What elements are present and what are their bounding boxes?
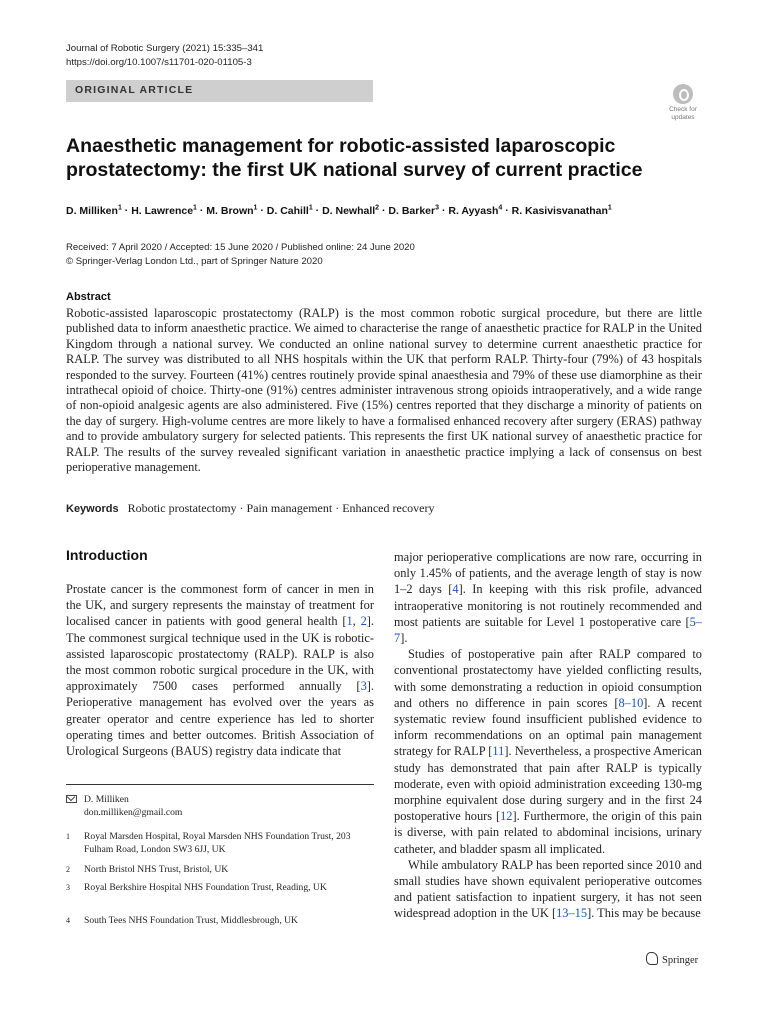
- keywords: [66, 501, 434, 516]
- citation-link[interactable]: 4: [452, 582, 459, 597]
- affiliation-1: 1 Royal Marsden Hospital, Royal Marsden NHS Foundation Trust, 203 Fulham Road, London SW3 6JJ, UK: [66, 831, 351, 855]
- article-type-band: [66, 80, 373, 102]
- corresponding-author: [66, 793, 374, 823]
- publication-dates: [66, 241, 415, 268]
- footnote-divider: [66, 784, 374, 785]
- abstract-heading: Abstract: [66, 291, 111, 303]
- author[interactable]: D. Cahill$^1$: [266, 204, 313, 217]
- check-updates-label: Check for updates: [669, 106, 697, 121]
- history-dates: Received: 7 April 2020 / Accepted: 15 June 2020 / Published online: 24 June 2020: [66, 242, 415, 253]
- affiliation-3: 3 Royal Berkshire Hospital NHS Foundation Trust, Reading, UK: [66, 882, 327, 893]
- citation-link[interactable]: 1: [346, 614, 353, 629]
- body-column-left: Prostate cancer is the commonest form of cancer in men in the UK, and surgery represents the mainstay of treatment for localised cancer in patients with good general health [1, 2]. The commonest surgical technique used in the UK is robotic-assisted laparoscopic prostatectomy (RALP). RALP is also the most common robotic surgical procedure in the UK, with approximately 7500 cases performed annually [3]. Perioperative management has evolved over the years as greater operator and centre experience has led to shorter operating times and better outcomes. British Association of Urological Surgeons (BAUS) registry data indicate that: [66, 582, 374, 759]
- paragraph: major perioperative complications are now rare, occurring in only 1.45% of patients, and the average length of stay is now 1–2 days [4]. In keeping with this risk profile, advanced intraoperative monitoring is not routinely recommended and most patients are suitable for Level 1 postoperative care [5–7].: [394, 550, 702, 646]
- citation-link[interactable]: 3: [360, 679, 367, 694]
- citation-link[interactable]: 8–10: [618, 695, 644, 710]
- springer-horse-icon: [646, 952, 658, 965]
- correspondent-name: D. Milliken: [84, 794, 129, 805]
- check-updates-icon: [673, 84, 693, 104]
- doi-link[interactable]: https://doi.org/10.1007/s11701-020-01105-3: [66, 56, 252, 68]
- body-column-right: [394, 549, 702, 922]
- publisher-logo: [646, 952, 698, 966]
- publisher-name: Springer: [662, 955, 699, 966]
- keywords-list: Robotic prostatectomy · Pain management · Enhanced recovery: [127, 501, 435, 515]
- article-title: Anaesthetic management for robotic-assisted laparoscopic prostatectomy: the first UK national survey of current practice: [66, 135, 643, 181]
- author[interactable]: R. Ayyash$^4$: [448, 204, 503, 217]
- citation-link[interactable]: 13–15: [556, 906, 588, 921]
- author[interactable]: R. Kasivisvanathan$^1$: [511, 204, 612, 217]
- author[interactable]: D. Newhall$^2$: [322, 204, 380, 217]
- author[interactable]: D. Milliken$^1$: [66, 204, 122, 217]
- author[interactable]: D. Barker$^3$: [388, 204, 440, 217]
- paragraph: While ambulatory RALP has been reported since 2010 and small studies have shown equivalent perioperative outcomes and patient satisfaction to inpatient surgery, it has not seen widespread adoption in the UK [13–15]. This may be because: [394, 857, 702, 921]
- journal-citation: Journal of Robotic Surgery (2021) 15:335–341: [66, 43, 264, 54]
- author[interactable]: H. Lawrence$^1$: [131, 204, 197, 217]
- citation-link[interactable]: 5–7: [394, 614, 702, 646]
- envelope-icon: [66, 795, 77, 803]
- citation-link[interactable]: 11: [492, 744, 505, 759]
- copyright: © Springer-Verlag London Ltd., part of Springer Nature 2020: [66, 255, 323, 267]
- journal-header: [66, 42, 263, 69]
- affiliation-2: 2 North Bristol NHS Trust, Bristol, UK: [66, 864, 229, 875]
- introduction-heading: Introduction: [66, 547, 148, 563]
- citation-link[interactable]: 12: [500, 809, 513, 824]
- check-for-updates-badge[interactable]: [662, 84, 704, 126]
- correspondent-email[interactable]: don.milliken@gmail.com: [84, 807, 183, 818]
- citation-link[interactable]: 2: [360, 614, 367, 629]
- paragraph: Studies of postoperative pain after RALP compared to conventional prostatectomy have yielded conflicting results, with some demonstrating a reduction in opioid consumption and others no difference in pain scores [8–10]. A recent systematic review found insufficient published evidence to inform recommendations on an optimal pain management strategy for RALP [11]. Nevertheless, a prospective American study has demonstrated that pain after RALP is typically moderate, even with opioid administration exceeding 130-mg morphine equivalent dose during surgery and in the first 24 postoperative hours [12]. Furthermore, the origin of this pain is diverse, with pain related to abdominal incisions, urinary catheter, and bladder spasm all implicated.: [394, 647, 703, 856]
- affiliation-4: 4 South Tees NHS Foundation Trust, Middlesbrough, UK: [66, 915, 298, 926]
- abstract-text: Robotic-assisted laparoscopic prostatectomy (RALP) is the most common robotic surgical procedure, but there are little published data to inform anaesthetic practice. We aimed to characterise the range of anaesthetic practice for RALP in the United Kingdom through a national survey. We conducted an online national survey to determine current anaesthetic practice for RALP. The survey was distributed to all NHS hospitals within the UK that perform RALP. Thirty-four (79%) of 43 hospitals responded to the survey. Fourteen (41%) centres routinely provide spinal anaesthesia and 79% of these use diamorphine as their intrathecal opioid of choice. Thirty-one (91%) centres administer intravenous strong opioids intraoperatively, and a wide range of non-opioid analgesic agents are also administered. Five (15%) centres reported that they discharge a minority of patients on the day of surgery. High-volume centres are more likely to have a formalised enhanced recovery after surgery (ERAS) pathway and to provide ambulatory surgery for selected patients. This represents the first UK national survey of anaesthetic practice for RALP. The results of the survey revealed significant variation in anaesthetic practice implying a lack of consensus on best perioperative management.: [66, 306, 702, 475]
- article-type-label: ORIGINAL ARTICLE: [75, 84, 194, 96]
- author-list: D. Milliken$^1$ · H. Lawrence$^1$ · M. Brown$^1$ · D. Cahill$^1$ · D. Newhall$^2$ · D. Barker$^3$ · R. Ayyash$^4$ · R. Kasivisvanathan$^1$: [66, 204, 612, 217]
- author[interactable]: M. Brown$^1$: [206, 204, 258, 217]
- keywords-label: Keywords: [66, 503, 119, 515]
